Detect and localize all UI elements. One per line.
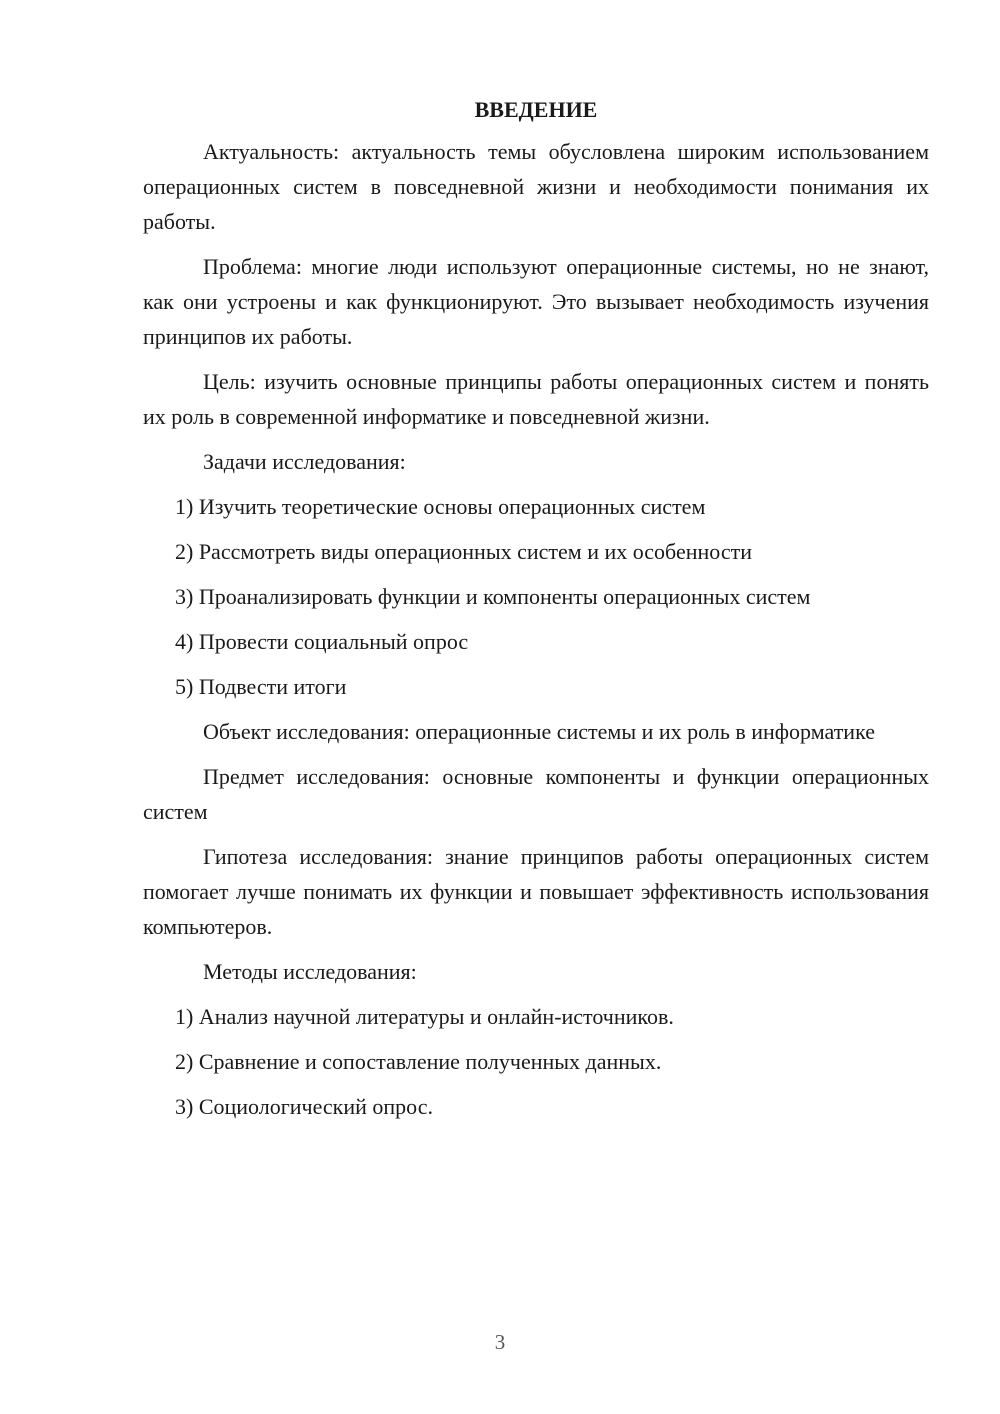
tasks-title: Задачи исследования: <box>203 449 406 474</box>
tasks-list <box>143 489 929 704</box>
list-item: 3) Проанализировать функции и компоненты операционных систем <box>175 584 811 609</box>
object-paragraph: Объект исследования: операционные системы и их роль в информатике <box>203 719 875 744</box>
list-item: 4) Провести социальный опрос <box>175 629 469 654</box>
document-page <box>143 92 929 1134</box>
list-item: 2) Сравнение и сопоставление полученных данных. <box>175 1049 662 1074</box>
problem-paragraph: Проблема: многие люди используют операционные системы, но не знают, как они устроены и как функционируют. Это вызывает необходимость изучения принципов их работы. <box>143 254 929 349</box>
list-item: 2) Рассмотреть виды операционных систем и их особенности <box>175 539 752 564</box>
list-item: 5) Подвести итоги <box>175 674 347 699</box>
hypothesis-paragraph: Гипотеза исследования: знание принципов работы операционных систем помогает лучше понимать их функции и повышает эффективность использования компьютеров. <box>143 844 929 939</box>
page-number: 3 <box>494 1330 506 1354</box>
goal-paragraph: Цель: изучить основные принципы работы операционных систем и понять их роль в современной информатике и повседневной жизни. <box>143 369 929 429</box>
methods-title: Методы исследования: <box>203 959 417 984</box>
list-item: 1) Анализ научной литературы и онлайн-источников. <box>175 1004 674 1029</box>
methods-list <box>143 999 929 1124</box>
page-title: ВВЕДЕНИЕ <box>474 97 598 122</box>
relevance-paragraph: Актуальность: актуальность темы обусловлена широким использованием операционных систем в повседневной жизни и необходимости понимания их работы. <box>143 139 929 234</box>
subject-paragraph: Предмет исследования: основные компоненты и функции операционных систем <box>143 764 929 824</box>
list-item: 3) Социологический опрос. <box>175 1094 433 1119</box>
list-item: 1) Изучить теоретические основы операционных систем <box>175 494 706 519</box>
